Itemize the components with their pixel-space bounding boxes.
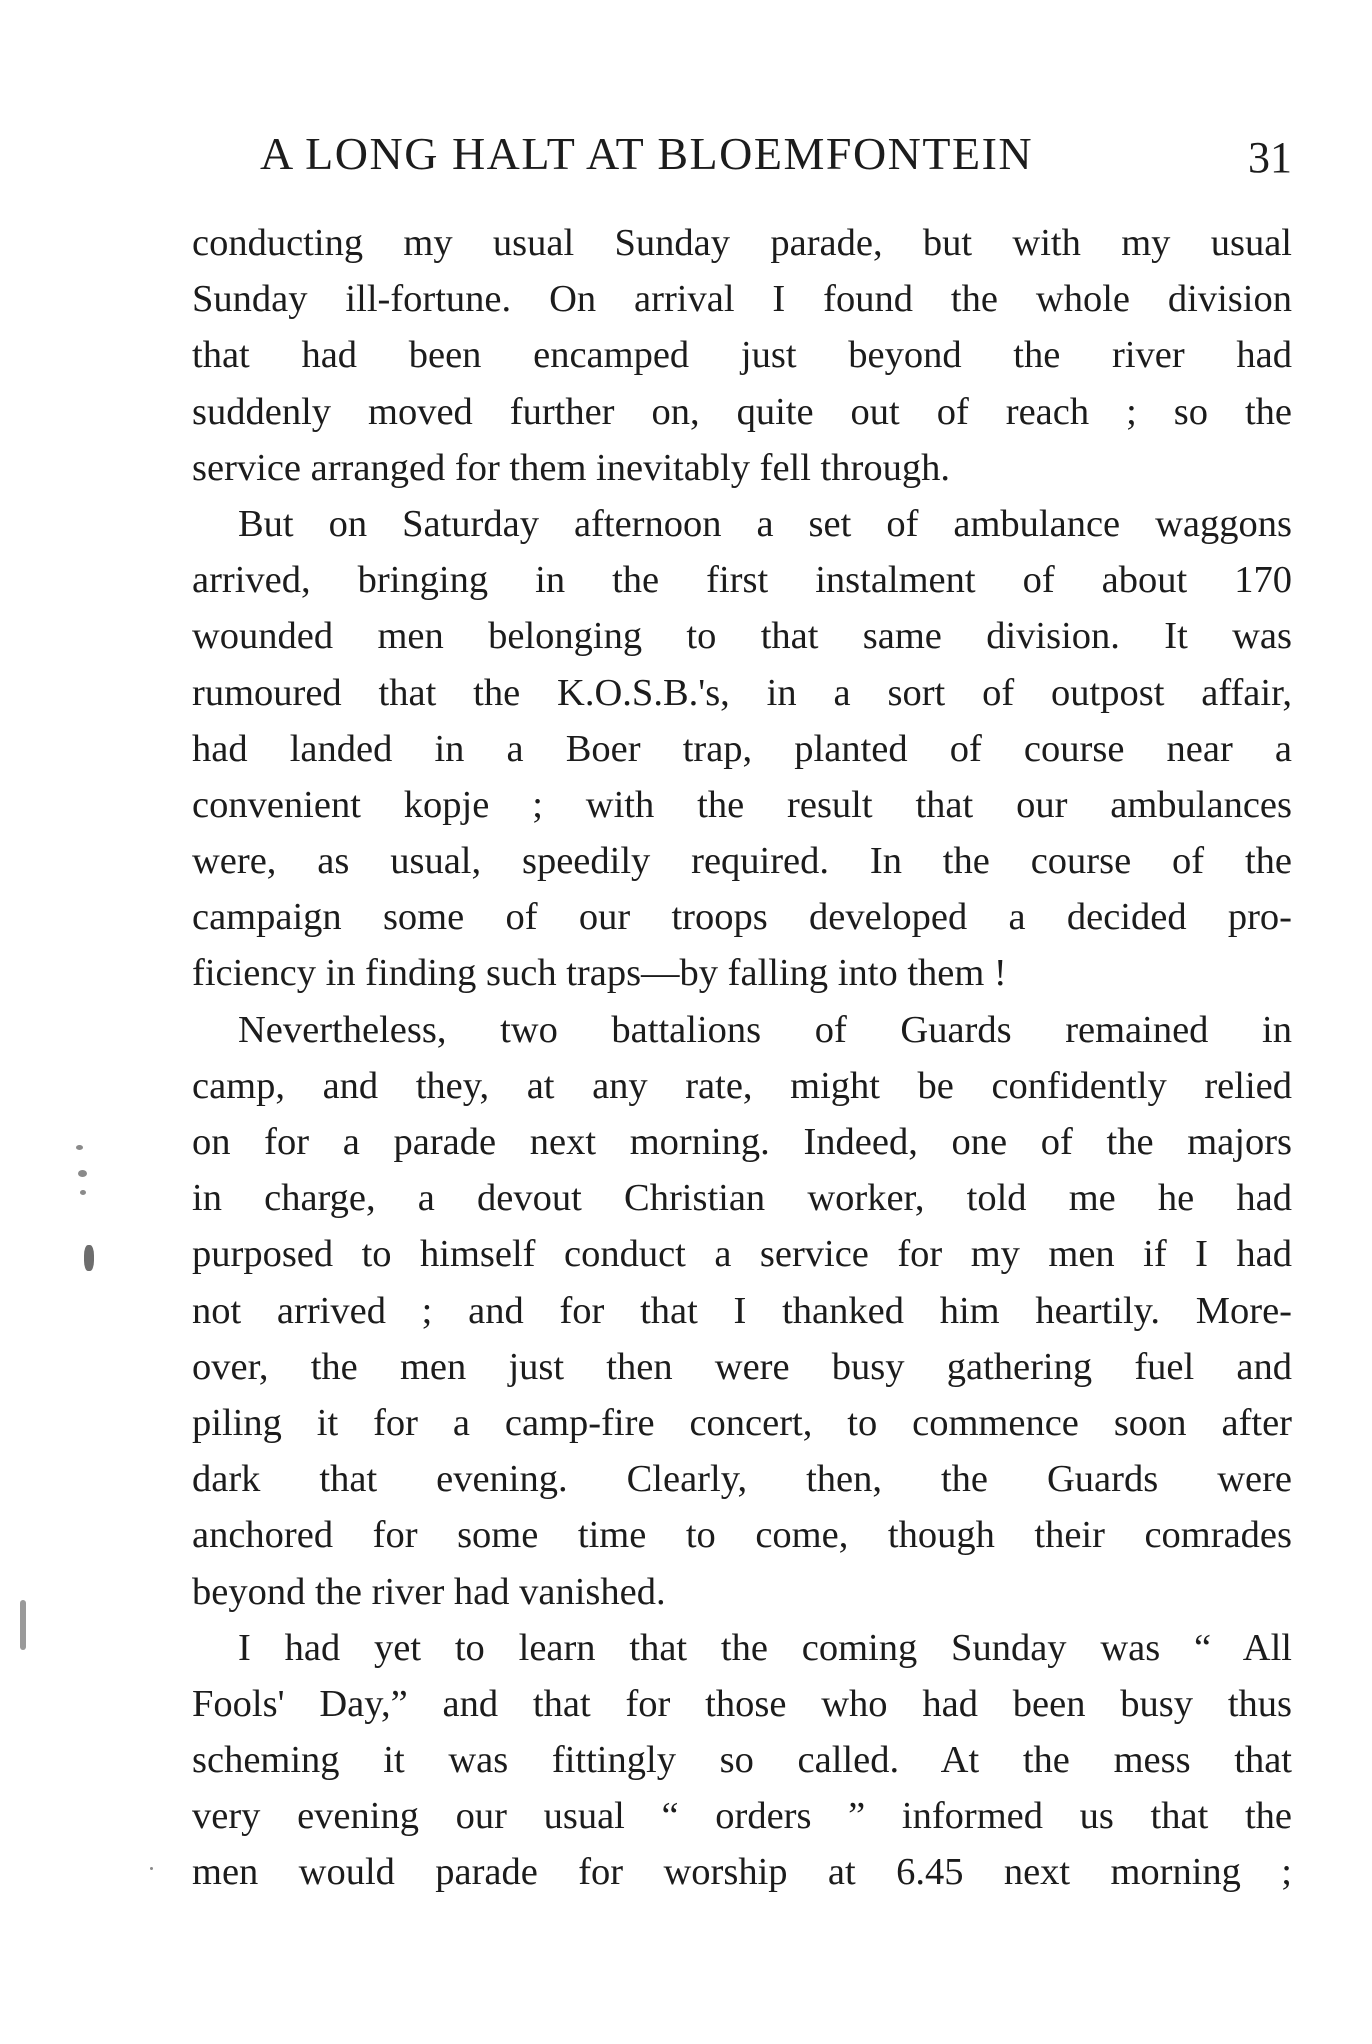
text-line: But on Saturday afternoon a set of ambulance waggons [238,502,1292,545]
running-title: A LONG HALT AT BLOEMFONTEIN [260,128,1034,179]
scan-speck [20,1600,26,1650]
text-line: Sunday ill-fortune. On arrival I found the whole division [192,278,1292,321]
text-line: purposed to himself conduct a service for my men if I had [192,1233,1292,1276]
text-line: arrived, bringing in the first instalment of about 170 [192,559,1292,602]
text-line: I had yet to learn that the coming Sunday was “ All [238,1626,1292,1669]
scan-speck [84,1245,94,1271]
text-line: were, as usual, speedily required. In the course of the [192,840,1292,883]
body-text [192,215,1292,1901]
page-number: 31 [1248,133,1292,182]
text-line: campaign some of our troops developed a decided pro- [192,896,1292,939]
text-line: Nevertheless, two battalions of Guards remained in [238,1008,1292,1051]
text-line: ficiency in finding such traps—by falling into them ! [192,952,1007,995]
text-line: convenient kopje ; with the result that our ambulances [192,783,1292,826]
scan-speck [78,1170,87,1177]
text-line: over, the men just then were busy gathering fuel and [192,1345,1292,1388]
text-line: in charge, a devout Christian worker, told me he had [192,1177,1292,1220]
text-line: that had been encamped just beyond the river had [192,334,1292,377]
text-line: on for a parade next morning. Indeed, one of the majors [192,1121,1292,1163]
text-line: scheming it was fittingly so called. At the mess that [192,1739,1292,1782]
text-line: not arrived ; and for that I thanked him heartily. More- [192,1289,1292,1332]
text-line: dark that evening. Clearly, then, the Guards were [192,1458,1292,1501]
scan-speck [150,1867,153,1870]
scan-speck [80,1190,86,1195]
running-head [192,124,1332,184]
text-line: men would parade for worship at 6.45 next morning ; [192,1851,1292,1894]
text-line: service arranged for them inevitably fell through. [192,446,950,489]
text-line: rumoured that the K.O.S.B.'s, in a sort of outpost affair, [192,671,1292,714]
text-line: conducting my usual Sunday parade, but with my usual [192,222,1292,264]
paragraph-1 [192,215,1292,496]
text-line: beyond the river had vanished. [192,1570,666,1613]
text-line: piling it for a camp-fire concert, to commence soon after [192,1401,1292,1444]
text-line: Fools' Day,” and that for those who had been busy thus [192,1682,1292,1725]
paragraph-2 [192,496,1292,1002]
scan-speck [76,1145,83,1150]
paragraph-4 [192,1620,1292,1901]
text-line: suddenly moved further on, quite out of reach ; so the [192,390,1292,433]
paragraph-3 [192,1002,1292,1620]
text-line: had landed in a Boer trap, planted of course near a [192,727,1292,770]
text-line: wounded men belonging to that same division. It was [192,615,1292,658]
text-line: anchored for some time to come, though their comrades [192,1514,1292,1557]
text-line: very evening our usual “ orders ” informed us that the [192,1795,1292,1838]
text-line: camp, and they, at any rate, might be confidently relied [192,1064,1292,1107]
